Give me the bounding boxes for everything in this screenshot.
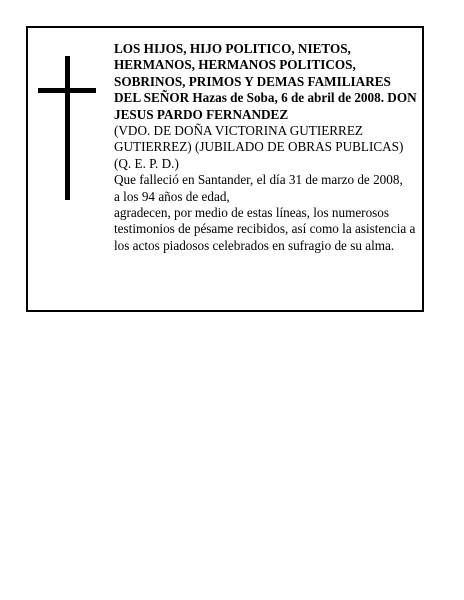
cross-vertical-bar: [65, 56, 70, 200]
death-line: Que falleció en Santander, el día 31 de marzo de 2008,: [114, 172, 403, 188]
cross-icon: [38, 56, 96, 200]
cross-horizontal-bar: [38, 88, 96, 93]
notice-text: [114, 41, 420, 254]
notice-heading: LOS HIJOS, HIJO POLITICO, NIETOS, HERMANOS, HERMANOS POLITICOS, SOBRINOS, PRIMOS Y DEMAS FAMILIARES DEL SEÑOR Hazas de Soba, 6 de abril de 2008. DON JESUS PARDO FERNANDEZ: [114, 41, 417, 122]
obituary-notice: [26, 26, 424, 312]
thanks-paragraph: agradecen, por medio de estas líneas, los numerosos testimonios de pésame recibidos, así como la asistencia a los actos piadosos celebrados en sufragio de su alma.: [114, 205, 416, 253]
widower-line: (VDO. DE DOÑA VICTORINA GUTIERREZ GUTIERREZ) (JUBILADO DE OBRAS PUBLICAS): [114, 123, 404, 155]
age-line: a los 94 años de edad,: [114, 188, 230, 204]
rip-line: (Q. E. P. D.): [114, 155, 179, 171]
